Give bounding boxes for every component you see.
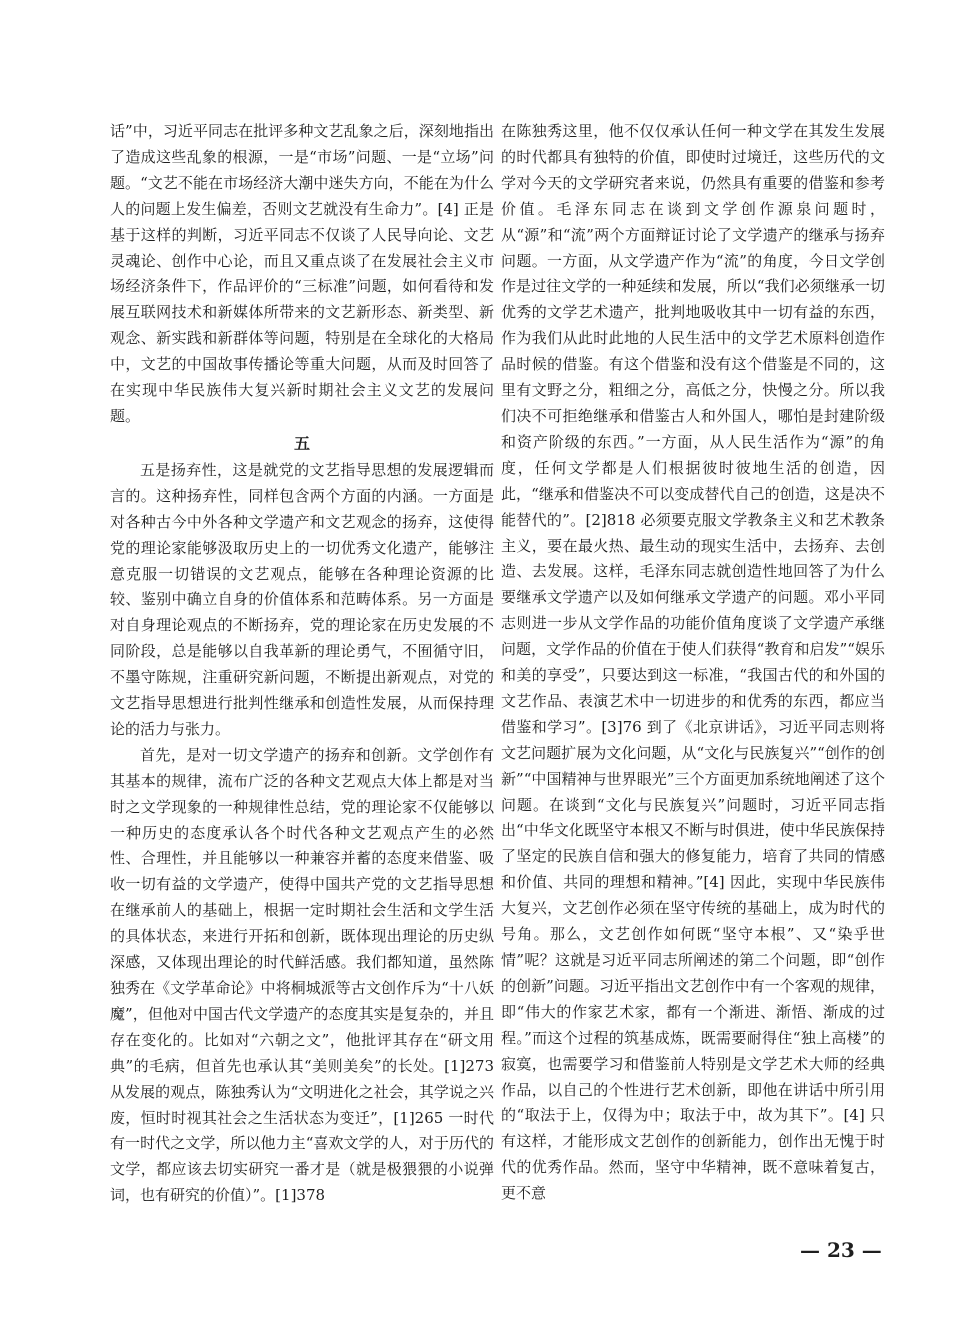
section-heading: 五 <box>293 433 310 453</box>
left-column <box>110 119 494 1209</box>
body-paragraph: 首先，是对一切文学遗产的扬弃和创新。文学创作有其基本的规律，流布广泛的各种文艺观点大体上都是对当时之文学现象的一种规律性总结，党的理论家不仅能够以一种历史的态度承认各个时代各种文艺观点产生的必然性、合理性，并且能够以一种兼容并蓄的态度来借鉴、吸收一切有益的文学遗产，使得中国共产党的文艺指导思想在继承前人的基础上，根据一定时期社会生活和文学生活的具体状态，来进行开拓和创新，既体现出理论的历史纵深感，又体现出理论的时代鲜活感。我们都知道，虽然陈独秀在《文学革命论》中将桐城派等古文创作斥为“十八妖魔”，但他对中国古代文学遗产的态度其实是复杂的，并且存在变化的。比如对“六朝之文”，他批评其存在“研文用典”的毛病，但首先也承认其“美则美矣”的长处。[1]273 从发展的观点，陈独秀认为“文明进化之社会，其学说之兴废，恒时时视其社会之生活状态为变迁”，[1]265 一时代有一时代之文学，所以他力主“喜欢文学的人，对于历代的文学，都应该去切实研究一番才是（就是极猥猥的小说弹词，也有研究的价值）”。[1]378 <box>110 745 494 1205</box>
page-number: — 23 — <box>800 1238 882 1262</box>
body-paragraph: 话”中，习近平同志在批评多种文艺乱象之后，深刻地指出了造成这些乱象的根源，一是“市场”问题、一是“立场”问题。“文艺不能在市场经济大潮中迷失方向，不能在为什么人的问题上发生偏差，否则文艺就没有生命力”。[4] 正是基于这样的判断，习近平同志不仅谈了人民导向论、文艺灵魂论、创作中心论，而且又重点谈了在发展社会主义市场经济条件下，作品评价的“三标准”问题，如何看待和发展互联网技术和新媒体所带来的文艺新形态、新类型、新观念、新实践和新群体等问题，特别是在全球化的大格局中，文艺的中国故事传播论等重大问题，从而及时回答了在实现中华民族伟大复兴新时期社会主义文艺的发展问题。 <box>110 122 494 425</box>
body-paragraph: 在陈独秀这里，他不仅仅承认任何一种文学在其发生发展的时代都具有独特的价值，即使时过境迁，这些历代的文学对今天的文学研究者来说，仍然具有重要的借鉴和参考价值。毛泽东同志在谈到文学创作源泉问题时，从“源”和“流”两个方面辩证讨论了文学遗产的继承与扬弃问题。一方面，从文学遗产作为“流”的角度，今日文学创作是过往文学的一种延续和发展，所以“我们必须继承一切优秀的文学艺术遗产，批判地吸收其中一切有益的东西，作为我们从此时此地的人民生活中的文学艺术原料创造作品时候的借鉴。有这个借鉴和没有这个借鉴是不同的，这里有文野之分，粗细之分，高低之分，快慢之分。所以我们决不可拒绝继承和借鉴古人和外国人，哪怕是封建阶级和资产阶级的东西。”一方面，从人民生活作为“源”的角度，任何文学都是人们根据彼时彼地生活的创造，因此，“继承和借鉴决不可以变成替代自己的创造，这是决不能替代的”。[2]818 必须要克服文学教条主义和艺术教条主义，要在最火热、最生动的现实生活中，去扬弃、去创造、去发展。这样，毛泽东同志就创造性地回答了为什么要继承文学遗产以及如何继承文学遗产的问题。邓小平同志则进一步从文学作品的功能价值角度谈了文学遗产承继问题，文学作品的价值在于使人们获得“教育和启发”“娱乐和美的享受”，只要达到这一标准，“我国古代的和外国的文艺作品、表演艺术中一切进步的和优秀的东西，都应当借鉴和学习”。[3]76 到了《北京讲话》，习近平同志则将文艺问题扩展为文化问题，从“文化与民族复兴”“创作的创新”“中国精神与世界眼光”三个方面更加系统地阐述了这个问题。在谈到“文化与民族复兴”问题时，习近平同志指出“中华文化既坚守本根又不断与时俱进，使中华民族保持了坚定的民族自信和强大的修复能力，培育了共同的情感和价值、共同的理想和精神。”[4] 因此，实现中华民族伟大复兴，文艺创作必须在坚守传统的基础上，成为时代的号角。那么，文艺创作如何既“坚守本根”、又“染乎世情”呢？这就是习近平同志所阐述的第二个问题，即“创作的创新”问题。习近平指出文艺创作中有一个客观的规律，即“伟大的作家艺术家，都有一个渐进、渐悟、渐成的过程。”而这个过程的筑基成炼，既需要耐得住“独上高楼”的寂寞，也需要学习和借鉴前人特别是文学艺术大师的经典作品，以自己的个性进行艺术创新，即他在讲话中所引用的“取法于上，仅得为中；取法于中，故为其下”。[4] 只有这样，才能形成文艺创作的创新能力，创作出无愧于时代的优秀作品。然而，坚守中华精神，既不意味着复古，更不意 <box>501 122 885 1203</box>
body-paragraph: 五是扬弃性，这是就党的文艺指导思想的发展逻辑而言的。这种扬弃性，同样包含两个方面的内涵。一方面是对各种古今中外各种文学遗产和文艺观念的扬弃，这使得党的理论家能够汲取历史上的一切优秀文化遗产，能够注意克服一切错误的文艺观点，能够在各种理论资源的比较、鉴别中确立自身的价值体系和范畴体系。另一方面是对自身理论观点的不断扬弃，党的理论家在历史发展的不同阶段，总是能够以自我革新的理论勇气，不囿循守旧，不墨守陈规，注重研究新问题，不断提出新观点，对党的文艺指导思想进行批判性继承和创造性发展，从而保持理论的活力与张力。 <box>110 460 494 738</box>
right-column <box>501 119 885 1207</box>
